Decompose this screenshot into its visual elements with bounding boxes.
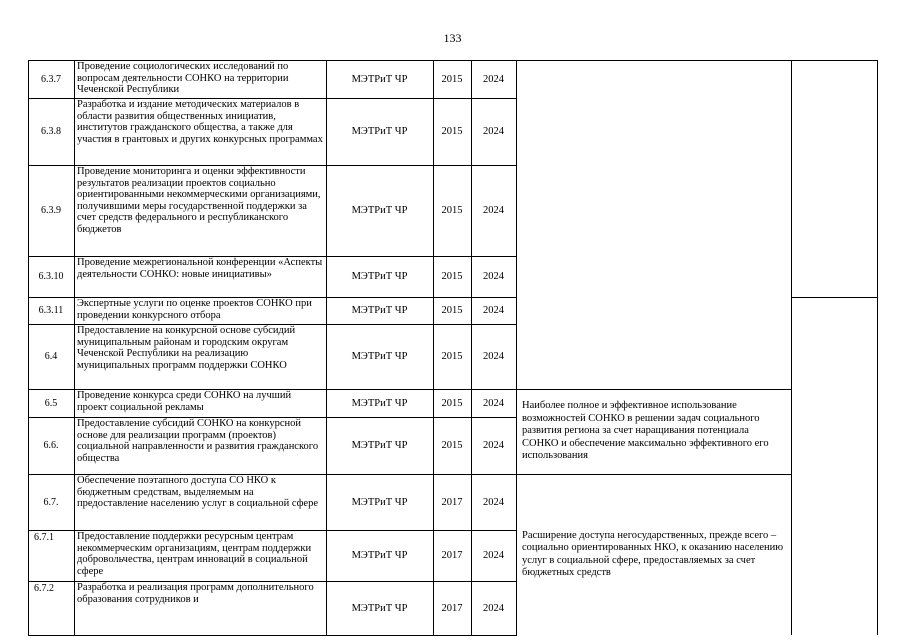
row-number: 6.7.2 — [34, 583, 54, 594]
activity-name: Разработка и реализация программ дополнительного образования сотрудников и — [77, 582, 314, 605]
table-grid-line — [516, 389, 792, 390]
table-grid-line — [28, 417, 517, 418]
table-grid-line — [791, 60, 792, 635]
table-grid-line — [516, 60, 792, 61]
start-year: 2015 — [441, 397, 463, 409]
table-grid-line — [28, 165, 517, 166]
activity-name: Проведение межрегиональной конференции «Аспекты деятельности СОНКО: новые инициативы» — [77, 257, 323, 280]
table-grid-line — [28, 474, 517, 475]
end-year: 2024 — [483, 205, 504, 216]
start-year: 2015 — [441, 126, 463, 137]
executor-cell: МЭТРиТ ЧР — [351, 496, 408, 508]
end-year: 2024 — [483, 496, 504, 508]
table-grid-line — [471, 60, 472, 635]
start-year: 2015 — [441, 73, 463, 85]
start-year: 2017 — [441, 496, 463, 508]
end-year: 2024 — [483, 602, 504, 614]
table-grid-line — [28, 635, 517, 636]
start-year: 2017 — [441, 550, 463, 561]
start-year: 2015 — [441, 205, 463, 216]
end-year: 2024 — [483, 351, 504, 362]
row-number: 6.3.10 — [38, 271, 64, 282]
table-grid-line — [516, 60, 517, 635]
table-grid-line — [28, 581, 517, 582]
start-year: 2015 — [441, 305, 463, 316]
program-activities-table — [28, 60, 877, 635]
table-grid-line — [877, 60, 878, 635]
row-number: 6.3.8 — [41, 126, 61, 137]
activity-name: Проведение социологических исследований по вопросам деятельности СОНКО на территории Чеченской Республики — [77, 61, 289, 96]
end-year: 2024 — [483, 397, 504, 409]
expected-result-cell: Расширение доступа негосударственных, прежде всего – социально ориентированных НКО, к оказанию населению услуг в социальной сфере, предоставляемых за счет бюджетных средств — [522, 529, 784, 578]
executor-cell: МЭТРиТ ЧР — [351, 305, 408, 316]
table-grid-line — [28, 60, 517, 61]
table-grid-line — [326, 60, 327, 635]
table-grid-line — [28, 530, 517, 531]
activity-name: Проведение конкурса среди СОНКО на лучший проект социальной рекламы — [77, 390, 292, 413]
activity-name: Обеспечение поэтапного доступа СО НКО к бюджетным средствам, выделяемым на предоставление населению услуг в социальной сфере — [77, 475, 318, 510]
executor-cell: МЭТРиТ ЧР — [351, 351, 408, 362]
activity-name: Разработка и издание методических материалов в области развития общественных инициатив, институтов гражданского общества, а также для участия в грантовых и других конкурсных программах — [77, 99, 323, 145]
row-number: 6.7. — [43, 496, 59, 508]
activity-name: Экспертные услуги по оценке проектов СОНКО при проведении конкурсного отбора — [77, 298, 312, 321]
end-year: 2024 — [483, 550, 504, 561]
row-number: 6.3.7 — [41, 73, 61, 85]
row-number: 6.6. — [43, 440, 59, 451]
table-grid-line — [28, 297, 517, 298]
table-grid-line — [516, 474, 792, 475]
end-year: 2024 — [483, 73, 504, 85]
table-grid-line — [28, 389, 517, 390]
activity-name: Предоставление на конкурсной основе субсидий муниципальным районам и городским округам Чеченской Республики на реализацию муниципальных программ поддержки СОНКО — [77, 325, 296, 371]
end-year: 2024 — [483, 271, 504, 282]
activity-name: Предоставление субсидий СОНКО на конкурсной основе для реализации программ (проектов) социальной направленности и развития гражданского общества — [77, 418, 319, 464]
activity-name: Предоставление поддержки ресурсным центрам некоммерческим организациям, центрам поддержки добровольчества, центрам инноваций в социальной сфере — [77, 531, 312, 577]
executor-cell: МЭТРиТ ЧР — [351, 550, 408, 561]
row-number: 6.7.1 — [34, 532, 54, 543]
executor-cell: МЭТРиТ ЧР — [351, 205, 408, 216]
expected-result-cell: Наиболее полное и эффективное использование возможностей СОНКО в решении задач социального развития региона за счет наращивания потенциала СОНКО и обеспечение максимально эффективного его использования — [522, 400, 769, 462]
row-number: 6.3.11 — [38, 305, 64, 316]
table-grid-line — [791, 297, 878, 298]
table-grid-line — [28, 98, 517, 99]
row-number: 6.4 — [44, 351, 58, 362]
row-number: 6.3.9 — [41, 205, 61, 216]
table-grid-line — [74, 60, 75, 635]
page-number: 133 — [443, 31, 462, 45]
table-grid-line — [28, 256, 517, 257]
end-year: 2024 — [483, 440, 504, 451]
executor-cell: МЭТРиТ ЧР — [351, 126, 408, 137]
row-number: 6.5 — [44, 397, 58, 409]
executor-cell: МЭТРиТ ЧР — [351, 271, 408, 282]
start-year: 2015 — [441, 351, 463, 362]
table-grid-line — [791, 60, 878, 61]
executor-cell: МЭТРиТ ЧР — [351, 602, 408, 614]
table-grid-line — [28, 324, 517, 325]
table-grid-line — [28, 60, 29, 635]
start-year: 2015 — [441, 440, 463, 451]
end-year: 2024 — [483, 305, 504, 316]
activity-name: Проведение мониторинга и оценки эффективности результатов реализации проектов социально ориентированными некоммерческими организациями, получившими меры государственной поддержки за счет средств федерального и республиканского бюджетов — [77, 166, 321, 235]
table-grid-line — [433, 60, 434, 635]
executor-cell: МЭТРиТ ЧР — [351, 73, 408, 85]
executor-cell: МЭТРиТ ЧР — [351, 397, 408, 409]
start-year: 2017 — [441, 602, 463, 614]
end-year: 2024 — [483, 126, 504, 137]
executor-cell: МЭТРиТ ЧР — [351, 440, 408, 451]
start-year: 2015 — [441, 271, 463, 282]
